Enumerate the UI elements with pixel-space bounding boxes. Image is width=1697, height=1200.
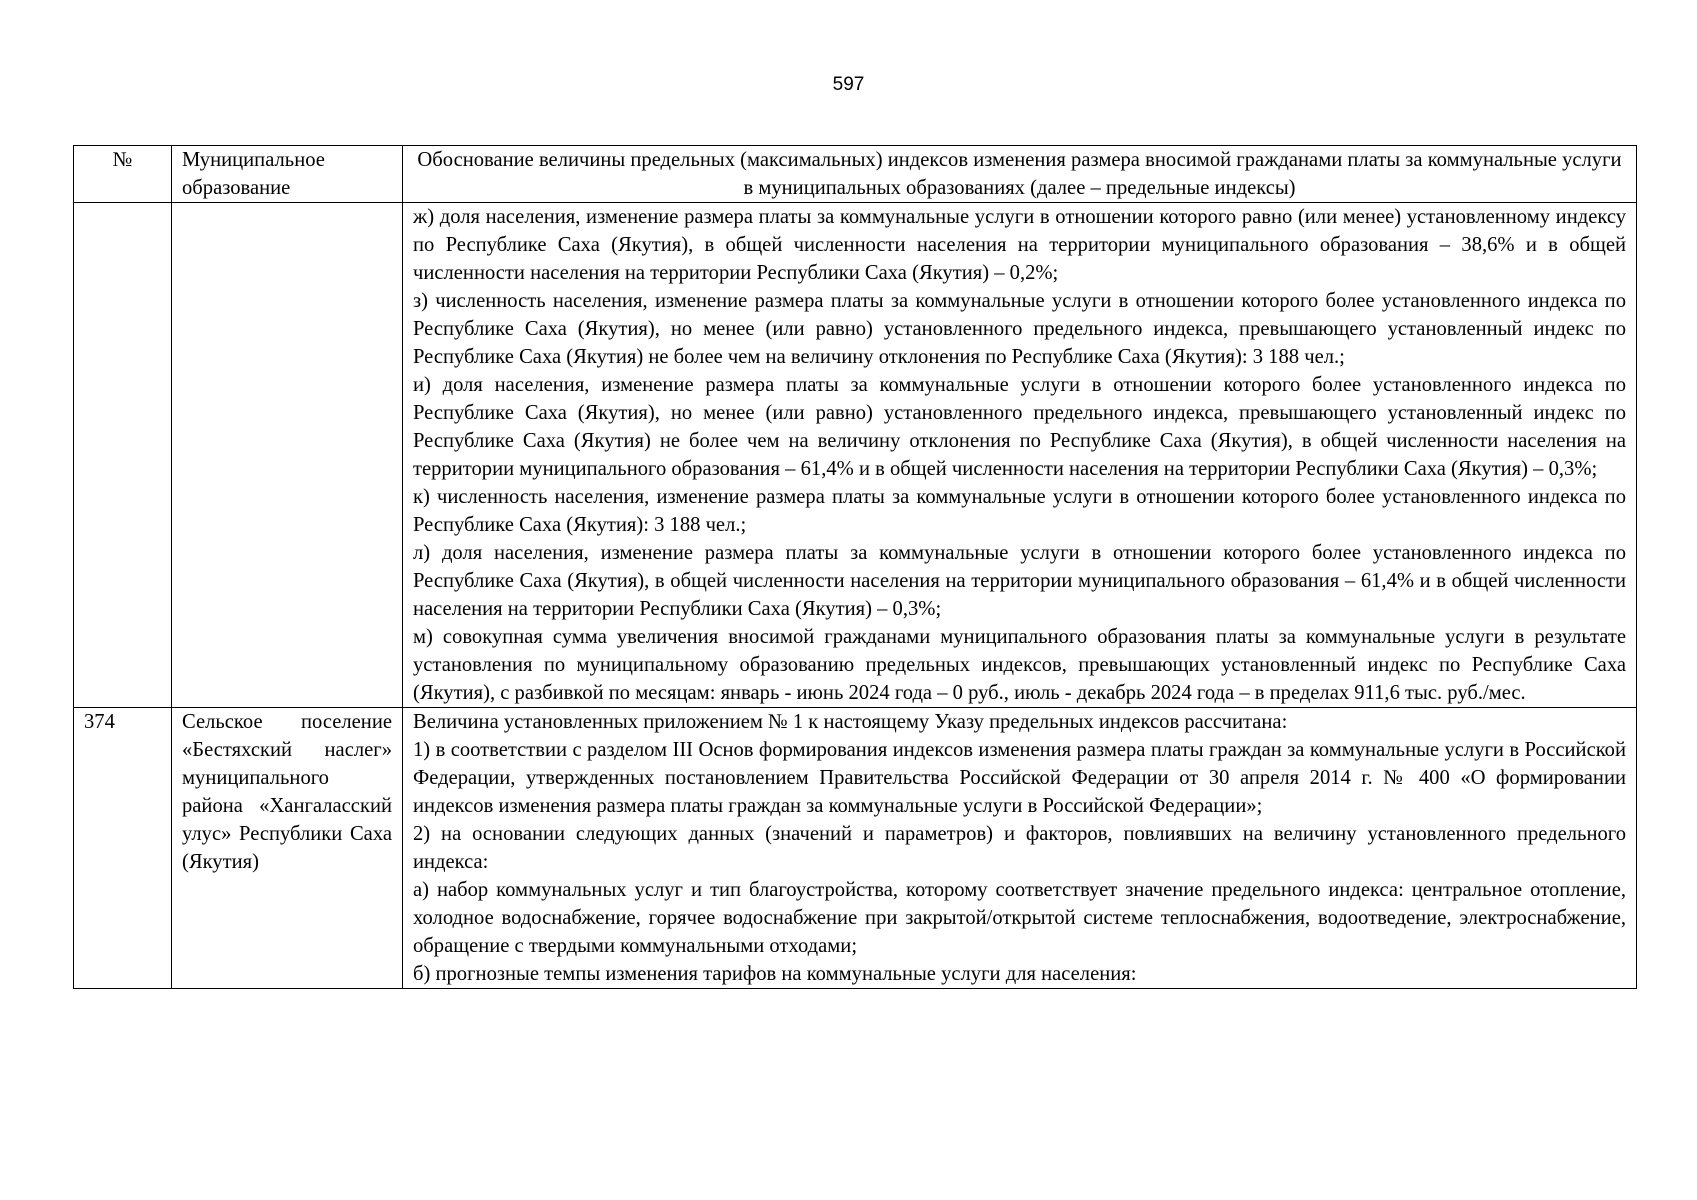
paragraph-k: к) численность населения, изменение размера платы за коммунальные услуги в отношении которого более установленного индекса по Республике Саха (Якутия): 3 188 чел.; — [413, 486, 1626, 536]
paragraph-2: 2) на основании следующих данных (значений и параметров) и факторов, повлиявших на величину установленного предельного индекса: — [413, 823, 1626, 873]
municipality-name: Сельское поселение «Бестяхский наслег» муниципального района «Хангаласский улус» Республики Саха (Якутия) — [182, 711, 392, 873]
paragraph-l: л) доля населения, изменение размера платы за коммунальные услуги в отношении которого более установленного индекса по Республике Саха (Якутия), в общей численности населения на территории муниципального образования – 61,4% и в общей численности населения на территории Республики Саха (Якутия) – 0,3%; — [413, 542, 1626, 620]
table-row — [74, 708, 1637, 989]
header-justification: Обоснование величины предельных (максимальных) индексов изменения размера вносимой гражданами платы за коммунальные услуги в муниципальных образованиях (далее – предельные индексы) — [403, 146, 1637, 203]
row-municipality — [172, 203, 403, 708]
justification-table — [73, 145, 1637, 989]
paragraph-a: а) набор коммунальных услуг и тип благоустройства, которому соответствует значение предельного индекса: центральное отопление, холодное водоснабжение, горячее водоснабжение при закрытой/открытой системе теплоснабжения, водоотведение, электроснабжение, обращение с твердыми коммунальными отходами; — [413, 879, 1626, 957]
header-municipality: Муниципальное образование — [172, 146, 403, 203]
paragraph-b: б) прогнозные темпы изменения тарифов на коммунальные услуги для населения: — [413, 963, 1137, 985]
row-number — [74, 203, 172, 708]
row-justification — [403, 708, 1637, 989]
row-justification — [403, 203, 1637, 708]
table-header-row — [74, 146, 1637, 203]
page-number: 597 — [832, 74, 865, 95]
paragraph-m: м) совокупная сумма увеличения вносимой гражданами муниципального образования платы за коммунальные услуги в результате установления по муниципальному образованию предельных индексов, превышающих установленный индекс по Республике Саха (Якутия), с разбивкой по месяцам: январь - июнь 2024 года – 0 руб., июль - декабрь 2024 года – в пределах 911,6 тыс. руб./мес. — [413, 626, 1626, 704]
paragraph-zh: ж) доля населения, изменение размера платы за коммунальные услуги в отношении которого равно (или менее) установленному индексу по Республике Саха (Якутия), в общей численности населения на территории муниципального образования – 38,6% и в общей численности населения на территории Республики Саха (Якутия) – 0,2%; — [413, 206, 1626, 284]
paragraph-intro: Величина установленных приложением № 1 к настоящему Указу предельных индексов рассчитана: — [413, 711, 1288, 733]
header-number: № — [74, 146, 172, 203]
row-municipality — [172, 708, 403, 989]
row-number: 374 — [74, 708, 172, 989]
table-row — [74, 203, 1637, 708]
paragraph-z: з) численность населения, изменение размера платы за коммунальные услуги в отношении которого более установленного индекса по Республике Саха (Якутия), но менее (или равно) установленного предельного индекса, превышающего установленный индекс по Республике Саха (Якутия) не более чем на величину отклонения по Республике Саха (Якутия): 3 188 чел.; — [413, 290, 1626, 368]
paragraph-1: 1) в соответствии с разделом III Основ формирования индексов изменения размера платы граждан за коммунальные услуги в Российской Федерации, утвержденных постановлением Правительства Российской Федерации от 30 апреля 2014 г. № 400 «О формировании индексов изменения размера платы граждан за коммунальные услуги в Российской Федерации»; — [413, 739, 1626, 817]
paragraph-i: и) доля населения, изменение размера платы за коммунальные услуги в отношении которого более установленного индекса по Республике Саха (Якутия), но менее (или равно) установленного предельного индекса, превышающего установленный индекс по Республике Саха (Якутия) не более чем на величину отклонения по Республике Саха (Якутия), в общей численности населения на территории муниципального образования – 61,4% и в общей численности населения на территории Республики Саха (Якутия) – 0,3%; — [413, 374, 1626, 480]
